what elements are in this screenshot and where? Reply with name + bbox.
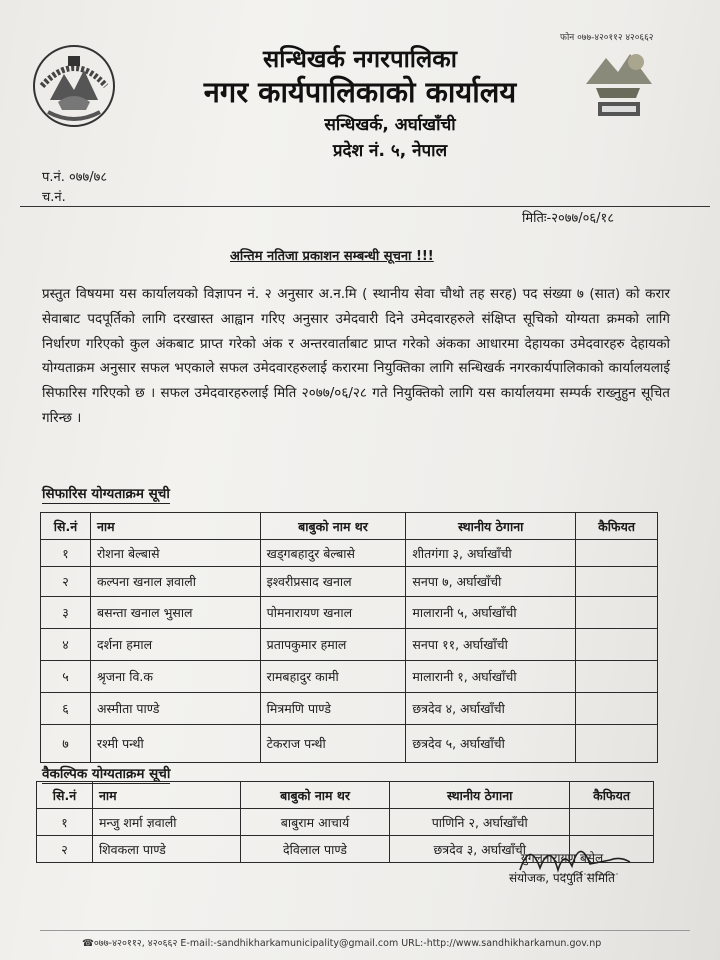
cell-father: पोमनारायण खनाल	[260, 597, 406, 629]
cell-name: शिवकला पाण्डे	[92, 836, 240, 863]
cell-sn: ३	[41, 597, 91, 629]
cell-sn: २	[37, 836, 93, 863]
notice-body: प्रस्तुत विषयमा यस कार्यालयको विज्ञापन नं. २ अनुसार अ.न.मि ( स्थानीय सेवा चौथो तह सरह) पद संख्या ७ (सात) को करार सेवाबाट पदपूर्तिको लागि दरखास्त आह्वान गरिए अनुसार उमेदवारी दिने उमेदवारहरुले संक्षिप्त सूचिको योग्यता क्रमको लागि निर्धारण गरिएको कुल अंकबाट प्राप्त गरेको अंक र अन्तरवार्ताबाट प्राप्त गरेको अंकका आधारमा देहायका उमेदवारहरु देहायको योग्यताक्रम अनुसार सफल भएकाले सफल उमेदवारहरुलाई करारमा नियुक्तिका लागि सन्धिखर्क नगरकार्यपालिकाको कार्यालयलाई सिफारिस गरिएको छ । सफल उमेदवारहरुलाई मिति २०७७/०६/२८ गते नियुक्तिको लागि यस कार्यालयमा सम्पर्क राख्नुहुन सूचित गरिन्छ ।	[42, 286, 670, 426]
cell-name: मन्जु शर्मा ज्ञवाली	[92, 809, 240, 836]
col-header-sn: सि.नं	[37, 782, 93, 809]
cell-address: मालारानी १, अर्घाखाँची	[406, 661, 576, 693]
cell-sn: ५	[41, 661, 91, 693]
cell-remarks	[576, 693, 658, 725]
col-header-address: स्थानीय ठेगाना	[390, 782, 570, 809]
office-name: नगर कार्यपालिकाको कार्यालय	[203, 75, 517, 109]
col-header-remarks: कैफियत	[576, 513, 658, 540]
footer-contact: ☎०७७-४२०११२, ४२०६६२ E-mail:-sandhikharkamunicipality@gmail.com URL:-http://www.sandhikharkamun.gov.np	[82, 938, 602, 949]
cell-father: मित्रमणि पाण्डे	[260, 693, 406, 725]
cell-name: रोशना बेल्बासे	[90, 540, 260, 567]
cell-father: बाबुराम आचार्य	[240, 809, 390, 836]
table-row	[41, 567, 658, 597]
cell-address: शीतगंगा ३, अर्घाखाँची	[406, 540, 576, 567]
notice-subject: अन्तिम नतिजा प्रकाशन सम्बन्धी सूचना !!!	[230, 249, 434, 264]
cell-remarks	[576, 597, 658, 629]
cell-name: श्रृजना वि.क	[90, 661, 260, 693]
cell-father: खड्गबहादुर बेल्बासे	[260, 540, 406, 567]
signatory-title: संयोजक, पदपुर्ति समिति	[508, 871, 616, 885]
cell-father: टेकराज पन्थी	[260, 725, 406, 763]
signatory-block	[478, 848, 646, 888]
cell-name: रश्मी पन्थी	[90, 725, 260, 763]
cell-father: प्रतापकुमार हमाल	[260, 629, 406, 661]
cell-remarks	[576, 540, 658, 567]
letter-number: प.नं. ०७७/७८	[42, 170, 108, 185]
dispatch-number: च.नं.	[42, 190, 66, 205]
cell-father: देविलाल पाण्डे	[240, 836, 390, 863]
col-header-father: बाबुको नाम थर	[260, 513, 406, 540]
footer-divider	[40, 930, 690, 931]
cell-address: छत्रदेव ४, अर्घाखाँची	[406, 693, 576, 725]
table-row	[41, 629, 658, 661]
cell-sn: २	[41, 567, 91, 597]
cell-address: सनपा ७, अर्घाखाँची	[406, 567, 576, 597]
reference-block	[42, 168, 107, 208]
table-header-row	[41, 513, 658, 540]
col-header-name: नाम	[90, 513, 260, 540]
cell-sn: १	[41, 540, 91, 567]
cell-name: बसन्ता खनाल भुसाल	[90, 597, 260, 629]
cell-address: सनपा ११, अर्घाखाँची	[406, 629, 576, 661]
cell-address: मालारानी ५, अर्घाखाँची	[406, 597, 576, 629]
table-row	[41, 540, 658, 567]
cell-father: रामबहादुर कामी	[260, 661, 406, 693]
table-row	[41, 661, 658, 693]
cell-name: दर्शना हमाल	[90, 629, 260, 661]
cell-sn: १	[37, 809, 93, 836]
cell-sn: ६	[41, 693, 91, 725]
cell-father: इश्वरीप्रसाद खनाल	[260, 567, 406, 597]
cell-remarks	[576, 629, 658, 661]
main-list-title: सिफारिस योग्यताक्रम सूची	[42, 486, 170, 502]
cell-address: छत्रदेव ५, अर्घाखाँची	[406, 725, 576, 763]
table-row	[41, 725, 658, 763]
col-header-remarks: कैफियत	[570, 782, 654, 809]
cell-remarks	[576, 661, 658, 693]
header-divider	[20, 206, 710, 207]
cell-remarks	[576, 725, 658, 763]
municipality-name: सन्धिखर्क नगरपालिका	[263, 45, 457, 73]
cell-address: छत्रदेव ३, अर्घाखाँची	[390, 836, 570, 863]
alt-list-title: वैकल्पिक योग्यताक्रम सूची	[42, 766, 171, 782]
col-header-sn: सि.नं	[41, 513, 91, 540]
col-header-address: स्थानीय ठेगाना	[406, 513, 576, 540]
cell-name: कल्पना खनाल ज्ञवाली	[90, 567, 260, 597]
cell-address: पाणिनि २, अर्घाखाँची	[390, 809, 570, 836]
cell-sn: ४	[41, 629, 91, 661]
signatory-name: युगलनारायण बसेल	[520, 851, 604, 865]
table-row	[41, 693, 658, 725]
recommended-table	[40, 512, 658, 763]
col-header-father: बाबुको नाम थर	[240, 782, 390, 809]
col-header-name: नाम	[92, 782, 240, 809]
table-row	[41, 597, 658, 629]
cell-sn: ७	[41, 725, 91, 763]
phone-number: फोन ०७७-४२०११२ ४२०६६२	[560, 33, 654, 43]
letter-date: मितिः-२०७७/०६/१८	[522, 211, 615, 226]
office-address: सन्धिखर्क, अर्घाखाँची	[324, 115, 456, 135]
cell-remarks	[576, 567, 658, 597]
cell-name: अस्मीता पाण्डे	[90, 693, 260, 725]
table-header-row	[37, 782, 654, 809]
province-line: प्रदेश नं. ५, नेपाल	[332, 141, 448, 161]
